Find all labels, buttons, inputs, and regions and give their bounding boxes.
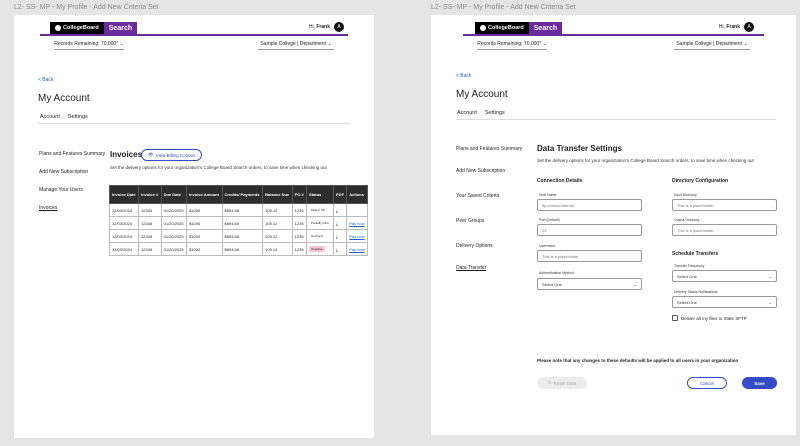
host-name-label: Host Name xyxy=(539,193,557,197)
checkbox-icon xyxy=(672,315,678,321)
page-title: My Account xyxy=(38,93,90,104)
tab-account[interactable]: Account xyxy=(457,110,477,116)
org-dropdown[interactable]: Sample College | Department ⌄ xyxy=(258,41,334,50)
frame-label-1: L2- SS- MP - My Profile - Add New Criteria Set xyxy=(14,4,159,11)
table-row: 12/03/2024 12345 01/20/2025 $1000 $894.68 105.12 1235 Paid in full ⤓ xyxy=(110,204,368,217)
chevron-down-icon: ⌄ xyxy=(327,41,332,47)
auth-method-select[interactable]: Select One ⌄ xyxy=(537,278,642,290)
chevron-down-icon: ⌄ xyxy=(542,41,547,47)
status-badge: Paid in full xyxy=(311,208,325,212)
avatar[interactable]: A xyxy=(334,22,344,32)
chevron-down-icon: ⌄ xyxy=(743,41,748,47)
acorn-icon xyxy=(55,25,61,31)
sidebar xyxy=(456,146,522,283)
table-row: 12/03/2024 12345 01/20/2025 $1000 $894.68 105.12 1235 Overdue ⤓ Pay now xyxy=(110,243,368,256)
page-title: My Account xyxy=(456,89,508,100)
cancel-button[interactable]: Cancel xyxy=(687,377,727,389)
records-dropdown[interactable]: Records Remaining: 70,000* ⌄ xyxy=(54,41,124,50)
invoices-table xyxy=(109,185,368,256)
sidebar-item-data-transfer[interactable]: Data Transfer xyxy=(456,265,487,271)
input-directory-input[interactable]: This is a placeholder xyxy=(672,199,777,211)
port-label: Port (Default) xyxy=(539,218,560,222)
sidebar-item-peer-groups[interactable]: Peer Groups xyxy=(456,218,485,224)
col-status: Status xyxy=(307,186,334,204)
col-actions: Actions xyxy=(347,186,368,204)
sidebar-item-plans[interactable]: Plans and Features Summary xyxy=(456,146,523,152)
sidebar-item-add-subscription[interactable]: Add New Subscription xyxy=(39,169,89,175)
invoices-description: Set the delivery options for your organization's College Board Search orders, to save time when checking out xyxy=(110,165,327,170)
user-greeting[interactable]: Hi, Frank A xyxy=(719,22,754,32)
data-transfer-heading: Data Transfer Settings xyxy=(537,144,622,153)
tab-divider xyxy=(38,123,350,124)
reset-icon: ↻ xyxy=(547,380,552,385)
acorn-icon xyxy=(480,25,486,31)
sidebar xyxy=(39,151,105,223)
col-balance: Balance Due xyxy=(263,186,293,204)
tab-settings[interactable]: Settings xyxy=(67,114,88,120)
brand-logo[interactable]: CollegeBoard Search xyxy=(475,22,562,34)
save-button[interactable]: Save xyxy=(742,377,777,389)
back-link[interactable]: < Back xyxy=(38,77,54,83)
view-billing-contact-button[interactable]: 👁 View Billing Contact xyxy=(141,149,202,161)
avatar[interactable]: A xyxy=(744,22,754,32)
sidebar-item-manage-users[interactable]: Manage Your Users xyxy=(39,187,83,193)
download-icon[interactable]: ⤓ xyxy=(336,207,338,213)
pay-now-link[interactable]: Pay now xyxy=(349,220,365,226)
output-directory-input[interactable]: This is a placeholder xyxy=(672,224,777,236)
pay-now-link[interactable]: Pay now xyxy=(349,233,365,239)
chevron-down-icon: ⌄ xyxy=(119,41,124,47)
table-row: 12/03/2024 12345 01/20/2025 $1000 $894.68 105.12 1235 Not Paid ⤓ Pay now xyxy=(110,230,368,243)
header-accent-line xyxy=(40,34,348,36)
download-icon[interactable]: ⤓ xyxy=(336,233,338,239)
col-due-date: Due Date xyxy=(161,186,186,204)
col-pdf: PDF xyxy=(334,186,347,204)
transfer-frequency-label: Transfer Frequency xyxy=(674,264,705,268)
sidebar-item-saved-criteria[interactable]: Your Saved Criteria xyxy=(456,193,500,199)
download-icon[interactable]: ⤓ xyxy=(336,220,338,226)
output-directory-label: Output Directory xyxy=(674,218,700,222)
connection-details-title: Connection Details xyxy=(537,178,583,184)
header-accent-line xyxy=(463,34,764,36)
download-icon[interactable]: ⤓ xyxy=(336,246,338,252)
chevron-down-icon: ⌄ xyxy=(768,273,772,279)
table-header-row xyxy=(110,186,368,204)
chevron-down-icon: ⌄ xyxy=(768,299,772,305)
table-row: 12/03/2024 12345 01/20/2025 $1000 $894.68 105.12 1235 Partially Paid ⤓ Pay now xyxy=(110,217,368,230)
transfer-frequency-select[interactable]: Select One ⌄ xyxy=(672,270,777,282)
back-link[interactable]: < Back xyxy=(456,73,472,79)
chevron-down-icon: ⌄ xyxy=(633,281,637,287)
sidebar-item-invoices[interactable]: Invoices xyxy=(39,205,58,211)
username-label: Username xyxy=(539,244,556,248)
col-invoice-number: Invoice # xyxy=(139,186,162,204)
schedule-transfers-title: Schedule Transfers xyxy=(672,251,719,257)
tab-settings[interactable]: Settings xyxy=(485,110,505,120)
col-po: PO # xyxy=(292,186,306,204)
sidebar-item-delivery-options[interactable]: Delivery Options xyxy=(456,243,493,249)
status-badge: Partially Paid xyxy=(311,221,329,225)
input-directory-label: Input Directory xyxy=(674,193,697,197)
sub-bar xyxy=(40,41,348,51)
account-invoices-frame xyxy=(14,15,374,438)
sidebar-item-add-subscription[interactable]: Add New Subscription xyxy=(456,168,506,174)
top-bar xyxy=(14,15,374,41)
sub-bar xyxy=(463,41,764,51)
defaults-note: Please note that any changes to these defaults will be applied to all users in your organization xyxy=(537,358,739,363)
org-dropdown[interactable]: Sample College | Department ⌄ xyxy=(674,41,750,50)
notifications-label: Delivery Status Notifications xyxy=(674,290,718,294)
auth-method-label: Authentication Method xyxy=(539,271,574,275)
records-dropdown[interactable]: Records Remaining: 70,000* ⌄ xyxy=(477,41,547,50)
tab-divider xyxy=(456,119,776,120)
data-transfer-settings-frame xyxy=(431,15,796,435)
port-input[interactable]: 22 xyxy=(537,224,642,236)
directory-config-title: Directory Configuration xyxy=(672,178,729,184)
col-credits: Credits/ Payments xyxy=(222,186,263,204)
col-invoice-amount: Invoice Amount xyxy=(187,186,222,204)
data-transfer-description: Set the delivery options for your organization's College Board Search orders, to save time when checking out xyxy=(537,158,754,163)
host-name-input[interactable]: ftp.ncmsdomis.net xyxy=(537,199,642,211)
reset-data-button[interactable]: ↻ Reset Data xyxy=(537,377,587,389)
pay-now-link[interactable]: Pay now xyxy=(349,246,365,252)
frame-label-2: L2- SS- MP - My Profile - Add New Criteria Set xyxy=(431,4,576,11)
invoices-heading: Invoices xyxy=(110,150,143,159)
notifications-select[interactable]: Select One ⌄ xyxy=(672,296,777,308)
status-badge: Overdue xyxy=(311,247,323,251)
top-bar xyxy=(431,15,796,41)
state-sftp-checkbox[interactable]: Deliver all my files to State SFTP xyxy=(672,315,747,321)
sidebar-item-plans[interactable]: Plans and Features Summary xyxy=(39,151,106,157)
eye-icon: 👁 xyxy=(148,152,154,157)
tab-account[interactable]: Account xyxy=(40,114,60,124)
status-badge: Not Paid xyxy=(311,234,323,238)
username-input[interactable]: This is a placeholder xyxy=(537,250,642,262)
brand-logo[interactable]: CollegeBoard Search xyxy=(50,22,137,34)
col-invoice-date: Invoice Date xyxy=(110,186,139,204)
user-greeting[interactable]: Hi, Frank A xyxy=(309,22,344,32)
